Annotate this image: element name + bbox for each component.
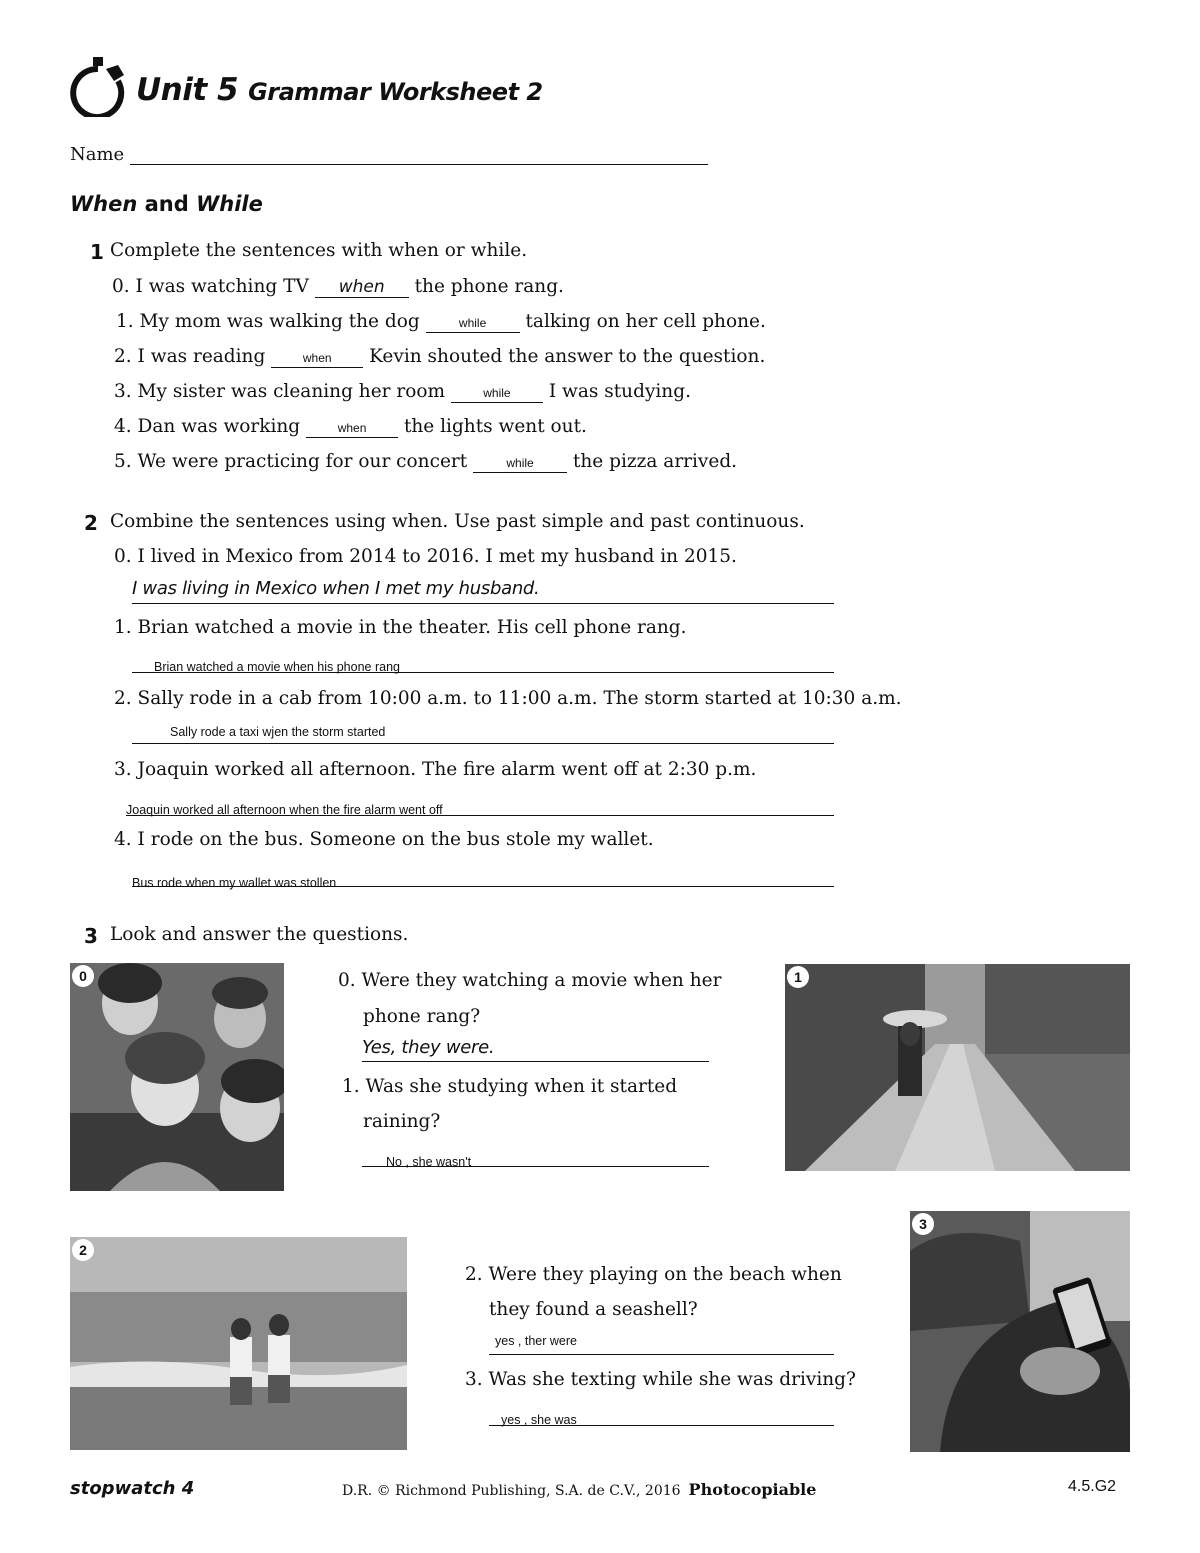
ex1-blank-1[interactable]: while bbox=[426, 311, 520, 333]
exercise-2-instruction: Combine the sentences using when. Use past simple and past continuous. bbox=[110, 511, 805, 532]
ex1-item-4: 4. Dan was working when the lights went out. bbox=[114, 416, 587, 437]
ex3-answer-3[interactable]: yes , she was bbox=[489, 1409, 834, 1426]
ex2-item-3: 3. Joaquin worked all afternoon. The fire alarm went off at 2:30 p.m. bbox=[114, 759, 757, 780]
exercise-3-instruction: Look and answer the questions. bbox=[110, 924, 409, 945]
ex2-item-2: 2. Sally rode in a cab from 10:00 a.m. to 11:00 a.m. The storm started at 10:30 a.m. bbox=[114, 688, 902, 709]
ex3-answer-2[interactable]: yes , ther were bbox=[489, 1330, 834, 1355]
ex1-blank-5[interactable]: while bbox=[473, 451, 567, 473]
ex1-item-2: 2. I was reading when Kevin shouted the answer to the question. bbox=[114, 346, 766, 367]
ex2-answer-3[interactable]: Joaquin worked all afternoon when the fire alarm went off bbox=[126, 799, 834, 816]
ex2-item-1: 1. Brian watched a movie in the theater. His cell phone rang. bbox=[114, 617, 687, 638]
section-title: When and While bbox=[70, 192, 263, 216]
ex1-item-0: 0. I was watching TV when the phone rang. bbox=[112, 276, 564, 297]
page-subtitle: Grammar Worksheet 2 bbox=[248, 78, 543, 106]
name-field[interactable] bbox=[130, 164, 708, 165]
stopwatch-icon bbox=[68, 55, 128, 117]
ex2-answer-0[interactable]: I was living in Mexico when I met my husband. bbox=[132, 578, 834, 604]
photo-texting-driving bbox=[910, 1211, 1130, 1452]
exercise-3-number: 3 bbox=[84, 924, 98, 948]
ex2-answer-1[interactable]: Brian watched a movie when his phone rang bbox=[132, 656, 834, 673]
ex3-question-0: 0. Were they watching a movie when her bbox=[338, 970, 722, 991]
ex1-blank-3[interactable]: while bbox=[451, 381, 543, 403]
ex2-item-0: 0. I lived in Mexico from 2014 to 2016. I met my husband in 2015. bbox=[114, 546, 737, 567]
ex3-answer-1[interactable]: No , she wasn't bbox=[362, 1151, 709, 1167]
photo-rain-road bbox=[785, 964, 1130, 1171]
photo-badge-2: 2 bbox=[72, 1239, 94, 1261]
ex1-item-5: 5. We were practicing for our concert while the pizza arrived. bbox=[114, 451, 738, 472]
ex3-question-1-cont: raining? bbox=[363, 1111, 441, 1132]
ex1-item-1: 1. My mom was walking the dog while talking on her cell phone. bbox=[116, 311, 766, 332]
exercise-2-number: 2 bbox=[84, 511, 98, 535]
photo-badge-0: 0 bbox=[72, 965, 94, 987]
page-title: Unit 5 Grammar Worksheet 2 bbox=[136, 72, 543, 108]
ex3-answer-0[interactable]: Yes, they were. bbox=[362, 1037, 709, 1062]
photo-badge-1: 1 bbox=[787, 966, 809, 988]
name-label: Name bbox=[70, 144, 125, 165]
ex2-answer-2[interactable]: Sally rode a taxi wjen the storm started bbox=[132, 721, 834, 744]
ex3-question-2-cont: they found a seashell? bbox=[489, 1299, 698, 1320]
photo-badge-3: 3 bbox=[912, 1213, 934, 1235]
exercise-1-instruction: Complete the sentences with when or while. bbox=[110, 240, 528, 261]
footer-logo: stopwatch 4 bbox=[70, 1478, 195, 1499]
ex1-item-3: 3. My sister was cleaning her room while I was studying. bbox=[114, 381, 691, 402]
footer-copyright: D.R. © Richmond Publishing, S.A. de C.V., 2016 Photocopiable bbox=[342, 1480, 817, 1499]
photo-beach bbox=[70, 1237, 407, 1450]
ex2-item-4: 4. I rode on the bus. Someone on the bus stole my wallet. bbox=[114, 829, 654, 850]
ex3-question-1: 1. Was she studying when it started bbox=[342, 1076, 678, 1097]
ex1-blank-0[interactable]: when bbox=[315, 276, 409, 298]
ex3-question-3: 3. Was she texting while she was driving? bbox=[465, 1369, 856, 1390]
photocopiable-label: Photocopiable bbox=[688, 1480, 817, 1499]
photo-cinema bbox=[70, 963, 284, 1191]
ex3-question-2: 2. Were they playing on the beach when bbox=[465, 1264, 842, 1285]
footer-code: 4.5.G2 bbox=[1068, 1478, 1117, 1495]
exercise-1-number: 1 bbox=[90, 240, 104, 264]
ex3-question-0-cont: phone rang? bbox=[363, 1006, 481, 1027]
ex1-blank-2[interactable]: when bbox=[271, 346, 363, 368]
ex2-answer-4[interactable]: Bus rode when my wallet was stollen bbox=[132, 872, 834, 887]
ex1-blank-4[interactable]: when bbox=[306, 416, 398, 438]
